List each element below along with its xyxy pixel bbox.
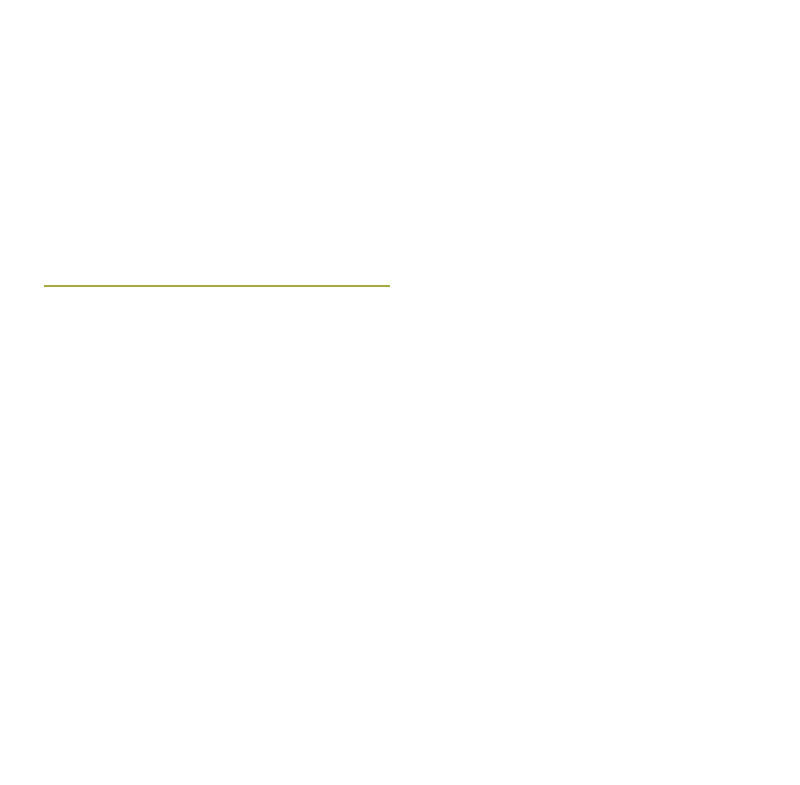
page-footer xyxy=(745,714,756,729)
title-block xyxy=(44,276,392,287)
title-underline-rule xyxy=(44,285,390,287)
knitted-swatch-photo xyxy=(85,41,575,267)
knitted-swatch-canvas xyxy=(85,41,575,267)
